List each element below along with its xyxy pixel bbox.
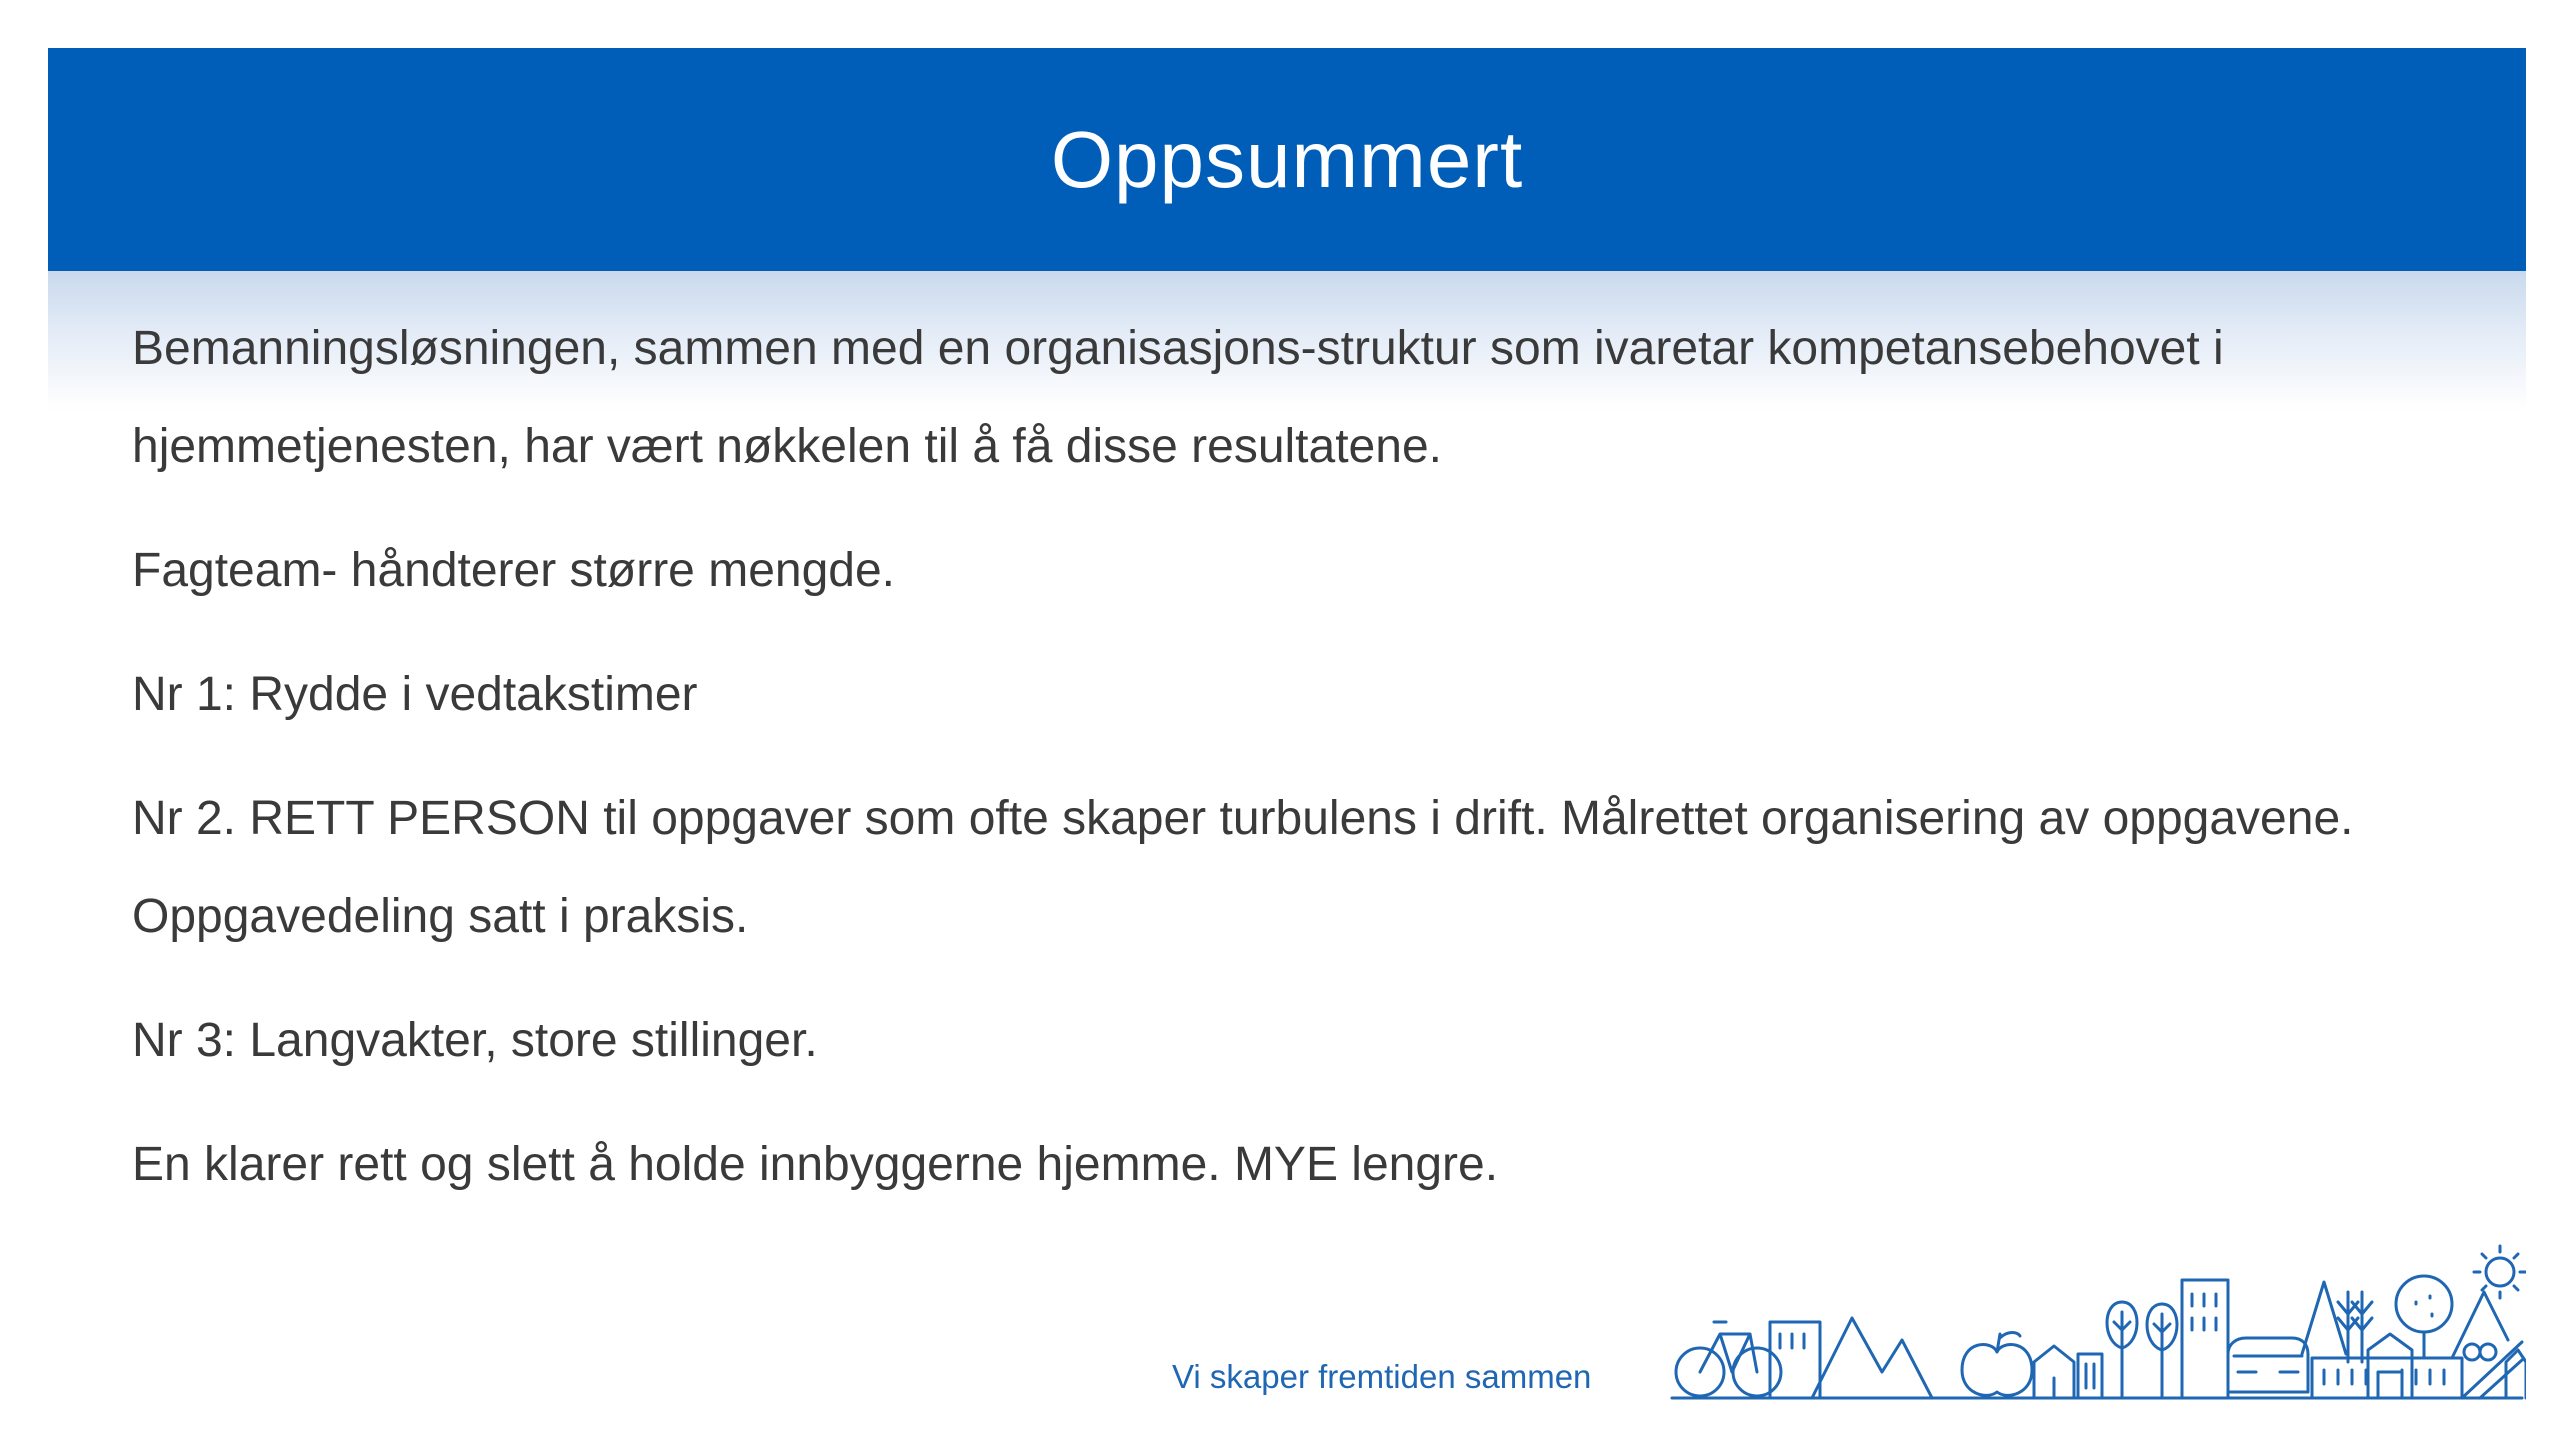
paragraph-conclusion: En klarer rett og slett å holde innbyggerne hjemme. MYE lengre. — [132, 1138, 1499, 1191]
paragraph-fagteam: Fagteam- håndterer større mengde. — [132, 544, 896, 597]
title-bar — [48, 48, 2526, 271]
slide-title: Oppsummert — [1050, 114, 1524, 204]
paragraph-nr1: Nr 1: Rydde i vedtakstimer — [132, 668, 698, 721]
paragraph-nr2: Nr 2. RETT PERSON til oppgaver som ofte skaper turbulens i drift. Målrettet organisering av oppgavene. Oppgavedeling satt i praksis. — [132, 792, 2354, 943]
paragraph-staffing-solution: Bemanningsløsningen, sammen med en organisasjons-struktur som ivaretar kompetansebehovet i hjemmetjenesten, har vært nøkkelen til å få disse resultatene. — [132, 322, 2224, 473]
slide-body — [132, 300, 2432, 1240]
paragraph-nr3: Nr 3: Langvakter, store stillinger. — [132, 1014, 818, 1067]
municipal-skyline-illustration-icon — [1662, 1222, 2526, 1404]
footer-slogan: Vi skaper fremtiden sammen — [1172, 1358, 1592, 1395]
